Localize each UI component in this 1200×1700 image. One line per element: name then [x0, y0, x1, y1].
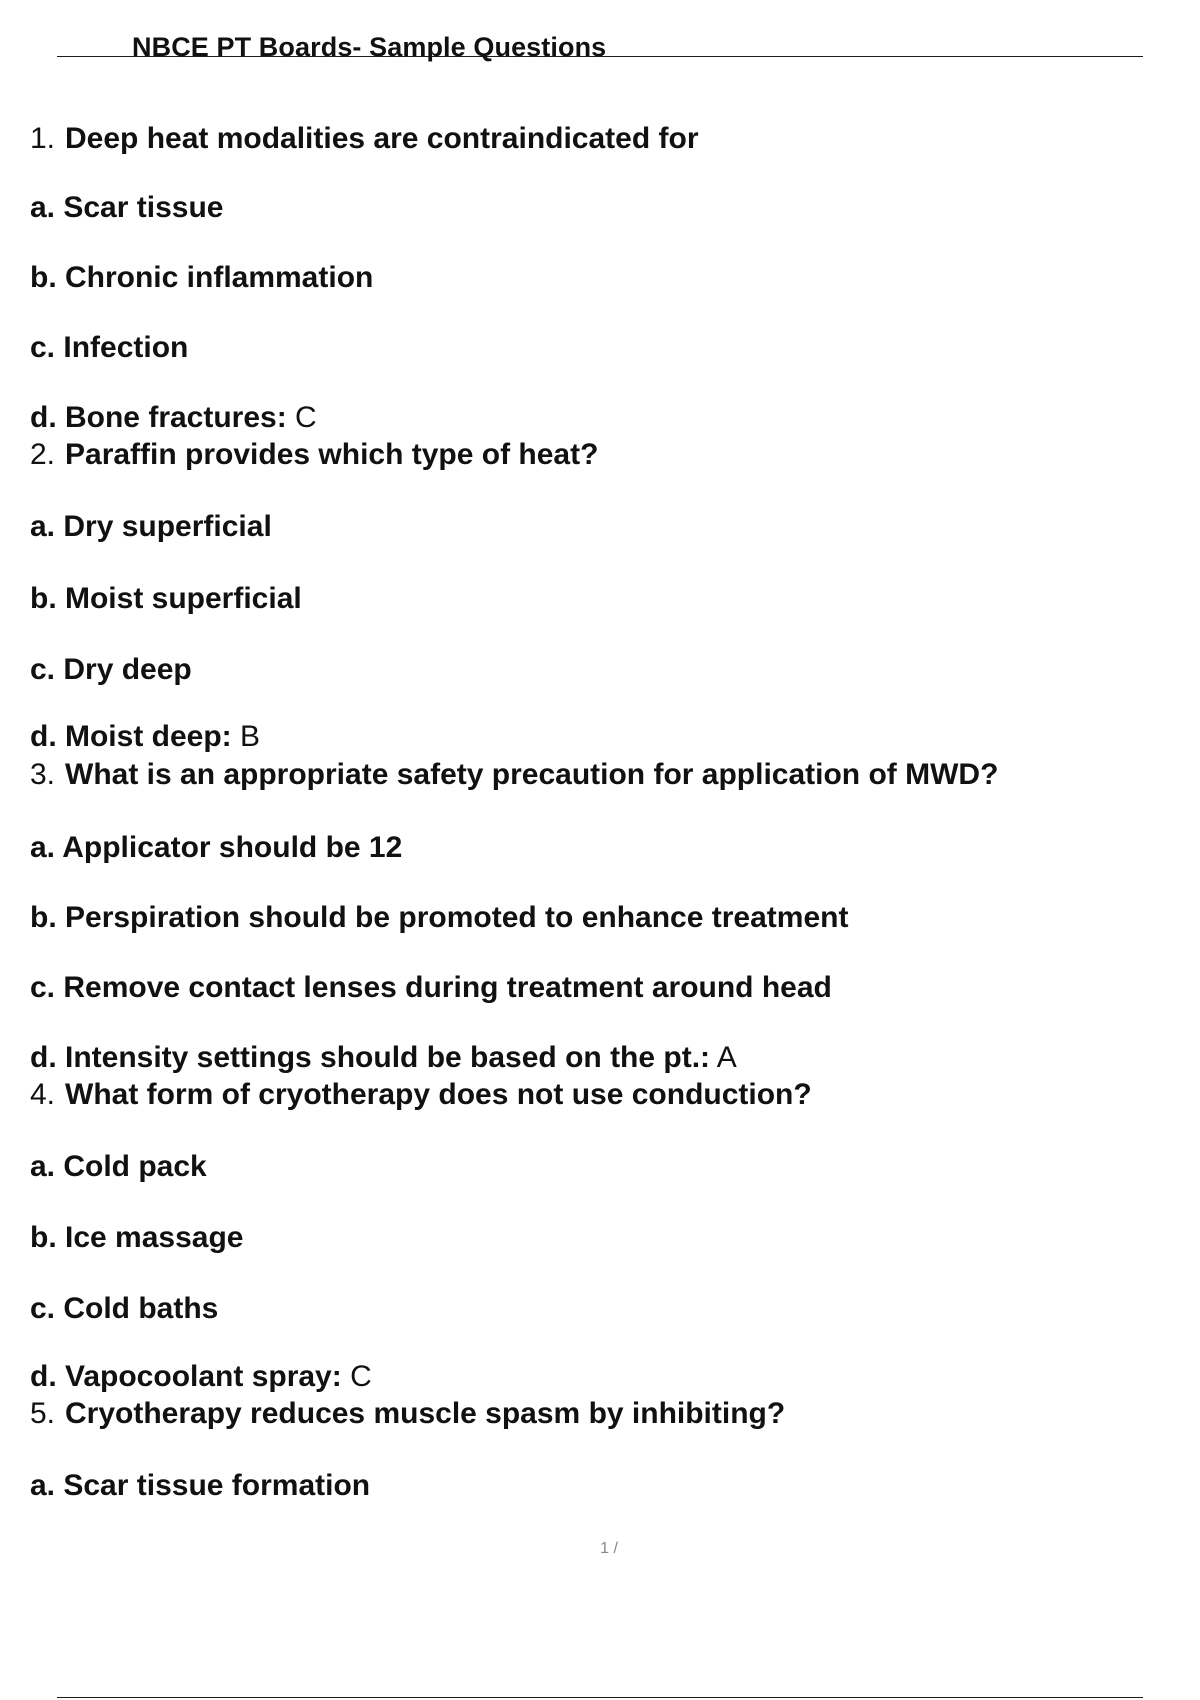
question-1 [30, 124, 699, 154]
option-2a [30, 512, 272, 542]
question-number: 2. [30, 438, 56, 471]
page-header [57, 32, 1143, 62]
option-text: b. Moist superficial [30, 582, 302, 615]
question-text: What form of cryotherapy does not use conduction? [65, 1078, 812, 1111]
option-text: c. Dry deep [30, 653, 192, 686]
question-number: 5. [30, 1397, 56, 1430]
option-4a [30, 1152, 207, 1182]
question-text: Deep heat modalities are contraindicated for [65, 122, 699, 155]
option-2c [30, 655, 192, 685]
option-5a [30, 1471, 370, 1501]
option-text: b. Ice massage [30, 1221, 244, 1254]
question-4 [30, 1080, 812, 1110]
option-text: a. Applicator should be 12 [30, 831, 403, 864]
question-number: 4. [30, 1078, 56, 1111]
option-text: d. Moist deep: [30, 720, 232, 753]
option-3c [30, 973, 832, 1003]
option-4b [30, 1223, 243, 1253]
option-text: a. Scar tissue [30, 191, 224, 224]
option-2d [30, 722, 260, 752]
answer-key: C [286, 401, 317, 434]
question-number: 1. [30, 122, 56, 155]
option-2b [30, 584, 302, 614]
page-number: 1 / [600, 1540, 618, 1557]
option-3a [30, 833, 402, 863]
document-title: NBCE PT Boards- Sample Questions [132, 32, 607, 62]
question-text: What is an appropriate safety precaution for application of MWD? [65, 758, 999, 791]
option-text: d. Vapocoolant spray: [30, 1360, 342, 1393]
option-4d [30, 1362, 372, 1392]
option-1c [30, 333, 188, 363]
option-3b [30, 903, 848, 933]
question-5 [30, 1399, 785, 1429]
option-text: b. Perspiration should be promoted to enhance treatment [30, 901, 849, 934]
option-1b [30, 263, 373, 293]
option-text: d. Bone fractures: [30, 401, 287, 434]
option-text: d. Intensity settings should be based on the pt.: [30, 1041, 711, 1074]
question-3 [30, 760, 998, 790]
option-1a [30, 193, 223, 223]
option-text: a. Scar tissue formation [30, 1469, 371, 1502]
answer-key: B [231, 720, 261, 753]
question-text: Paraffin provides which type of heat? [65, 438, 599, 471]
footer-rule [57, 1697, 1143, 1698]
question-text: Cryotherapy reduces muscle spasm by inhibiting? [65, 1397, 786, 1430]
option-text: a. Dry superficial [30, 510, 272, 543]
option-3d [30, 1043, 737, 1073]
option-text: c. Cold baths [30, 1292, 219, 1325]
option-text: c. Infection [30, 331, 189, 364]
question-number: 3. [30, 758, 56, 791]
option-text: c. Remove contact lenses during treatment around head [30, 971, 832, 1004]
answer-key: A [710, 1041, 737, 1074]
answer-key: C [341, 1360, 372, 1393]
option-4c [30, 1294, 218, 1324]
option-1d [30, 403, 317, 433]
option-text: a. Cold pack [30, 1150, 207, 1183]
option-text: b. Chronic inflammation [30, 261, 374, 294]
question-2 [30, 440, 598, 470]
